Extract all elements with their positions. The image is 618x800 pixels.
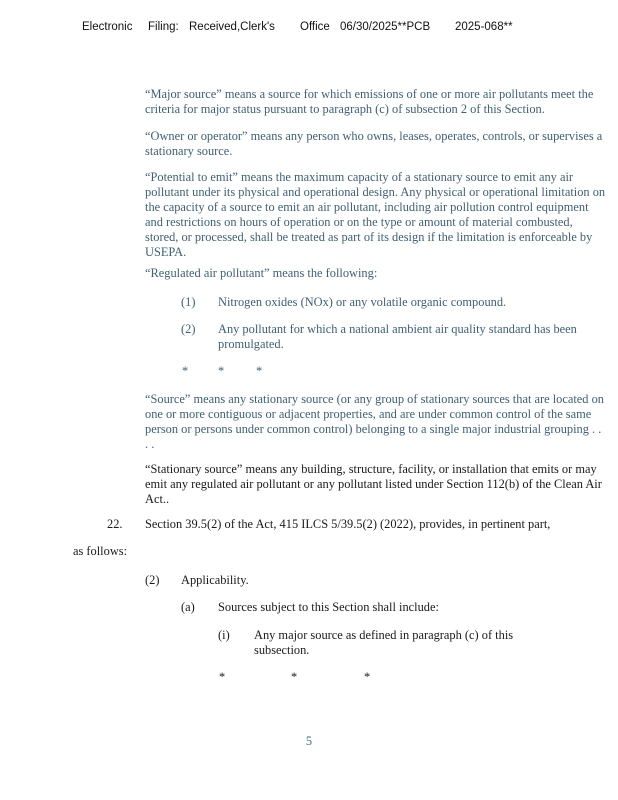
def-stationary-source: “Stationary source” means any building, structure, facility, or installation that emits or may emit any regulated air pollutant or any pollutant listed under Section 112(b) of the Clean Air Act.. [145, 462, 602, 506]
page-number: 5 [305, 734, 313, 748]
ellipsis-star: * [364, 670, 371, 684]
excerpt-number: (i) [218, 628, 230, 642]
def-regulated-air-pollutant: “Regulated air pollutant” means the following: [145, 266, 378, 280]
def-owner-operator: “Owner or operator” means any person who owns, leases, operates, controls, or supervises a stationary source. [145, 129, 603, 158]
ellipsis-star: * [182, 364, 189, 378]
ellipsis-star: * [218, 364, 225, 378]
excerpt-text: Sources subject to this Section shall include: [218, 600, 439, 614]
ellipsis-star: * [291, 670, 298, 684]
ellipsis-star: * [256, 364, 263, 378]
header-word: Filing: [148, 21, 179, 33]
excerpt-number: (a) [181, 600, 195, 614]
def-major-source: “Major source” means a source for which emissions of one or more air pollutants meet the criteria for major status pursuant to paragraph (c) of subsection 2 of this Section. [145, 87, 594, 116]
def-potential-to-emit: “Potential to emit” means the maximum capacity of a stationary source to emit any air pollutant under its physical and operational design. Any physical or operational limitation on the capacity of a source to emit an air pollutant, including air pollution control equipment and restrictions on hours of operation or on the type or amount of material combusted, stored, or processed, shall be treated as part of its design if the limitation is enforceable by USEPA. [145, 170, 606, 259]
excerpt-number: (2) [145, 573, 160, 587]
def-source: “Source” means any stationary source (or any group of stationary sources that are located on one or more contiguous or adjacent properties, and are under common control of the same person or persons under common control) belonging to a single major industrial grouping . . . . [145, 392, 604, 451]
ellipsis-star: * [219, 670, 226, 684]
header-word: Received,Clerk's [189, 21, 275, 33]
list-text: Nitrogen oxides (NOx) or any volatile organic compound. [218, 295, 507, 309]
excerpt-text: Any major source as defined in paragraph (c) of this subsection. [254, 628, 514, 657]
list-text: Any pollutant for which a national ambient air quality standard has been promulgated. [218, 322, 577, 351]
header-word: Electronic [82, 21, 133, 33]
list-number: (2) [181, 322, 196, 336]
header-word: 06/30/2025**PCB [340, 21, 431, 33]
excerpt-heading: Applicability. [181, 573, 249, 587]
header-word: 2025-068** [455, 21, 513, 33]
paragraph-number: 22. [107, 517, 123, 531]
list-number: (1) [181, 295, 196, 309]
paragraph-text: Section 39.5(2) of the Act, 415 ILCS 5/39.5(2) (2022), provides, in pertinent part, [145, 517, 551, 531]
header-word: Office [300, 21, 330, 33]
paragraph-continuation: as follows: [73, 544, 128, 558]
